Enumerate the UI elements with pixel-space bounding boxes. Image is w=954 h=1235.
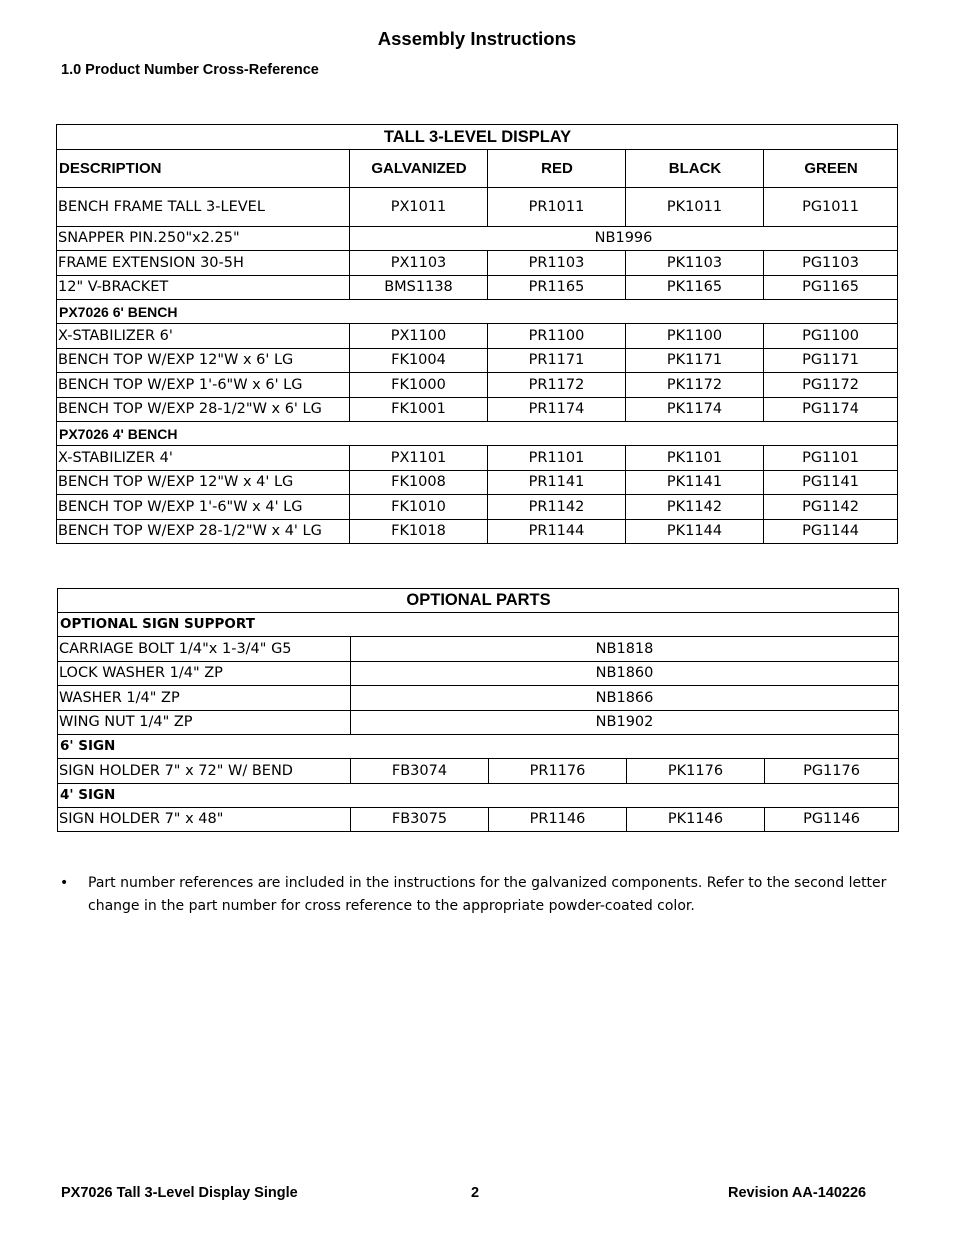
footer-revision: Revision AA-140226 bbox=[728, 1185, 867, 1201]
table-row bbox=[58, 686, 899, 711]
item-description: SIGN HOLDER 7" x 48" bbox=[58, 808, 351, 832]
optional-parts-table-body bbox=[58, 589, 899, 832]
part-number-red: PR1011 bbox=[488, 188, 626, 227]
section-row bbox=[58, 735, 899, 759]
part-number-red: PR1174 bbox=[488, 398, 626, 422]
part-number-black: PK1171 bbox=[626, 349, 764, 373]
part-number-black: PK1011 bbox=[626, 188, 764, 227]
part-number-red: PR1165 bbox=[488, 276, 626, 300]
item-description: LOCK WASHER 1/4" ZP bbox=[58, 662, 351, 686]
part-number-red: PR1144 bbox=[488, 520, 626, 544]
part-number-galvanized: PX1101 bbox=[350, 446, 488, 471]
table-row bbox=[58, 759, 899, 784]
part-number-green: PG1101 bbox=[764, 446, 898, 471]
part-number-galvanized: FK1001 bbox=[350, 398, 488, 422]
part-number-all-colors: NB1866 bbox=[351, 686, 899, 711]
section-row bbox=[57, 422, 898, 446]
table-row bbox=[57, 251, 898, 276]
item-description: SNAPPER PIN.250"x2.25" bbox=[57, 227, 350, 251]
section-label: PX7026 4' BENCH bbox=[57, 422, 898, 446]
header-red: RED bbox=[488, 150, 626, 188]
table-row bbox=[57, 398, 898, 422]
section-label: OPTIONAL SIGN SUPPORT bbox=[58, 613, 899, 637]
part-number-galvanized: FK1010 bbox=[350, 495, 488, 520]
part-number-red: PR1100 bbox=[488, 324, 626, 349]
item-description: BENCH TOP W/EXP 12"W x 4' LG bbox=[57, 471, 350, 495]
part-number-black: PK1146 bbox=[627, 808, 765, 832]
part-number-green: PG1103 bbox=[764, 251, 898, 276]
table-row bbox=[57, 324, 898, 349]
item-description: BENCH TOP W/EXP 28-1/2"W x 4' LG bbox=[57, 520, 350, 544]
part-number-galvanized: PX1100 bbox=[350, 324, 488, 349]
part-number-red: PR1172 bbox=[488, 373, 626, 398]
part-number-galvanized: PX1011 bbox=[350, 188, 488, 227]
document-title: Assembly Instructions bbox=[377, 28, 577, 49]
section-heading: 1.0 Product Number Cross-Reference bbox=[61, 62, 319, 78]
part-number-galvanized: FB3075 bbox=[351, 808, 489, 832]
part-number-red: PR1146 bbox=[489, 808, 627, 832]
part-number-galvanized: FK1018 bbox=[350, 520, 488, 544]
table-row bbox=[57, 471, 898, 495]
table-title: OPTIONAL PARTS bbox=[58, 589, 899, 613]
note-text: Part number references are included in the instructions for the galvanized components. Refer to the second letter change in the part number for cross reference to the appropriate powder-coated color. bbox=[88, 875, 887, 914]
part-number-black: PK1172 bbox=[626, 373, 764, 398]
part-number-black: PK1174 bbox=[626, 398, 764, 422]
part-number-red: PR1101 bbox=[488, 446, 626, 471]
header-green: GREEN bbox=[764, 150, 898, 188]
part-number-galvanized: FB3074 bbox=[351, 759, 489, 784]
table-row bbox=[58, 808, 899, 832]
item-description: CARRIAGE BOLT 1/4"x 1-3/4" G5 bbox=[58, 637, 351, 662]
item-description: BENCH TOP W/EXP 1'-6"W x 6' LG bbox=[57, 373, 350, 398]
table-row bbox=[57, 349, 898, 373]
column-header-row bbox=[57, 150, 898, 188]
part-number-red: PR1103 bbox=[488, 251, 626, 276]
table-row bbox=[57, 188, 898, 227]
item-description: WING NUT 1/4" ZP bbox=[58, 711, 351, 735]
section-label: 4' SIGN bbox=[58, 784, 899, 808]
table-row bbox=[57, 520, 898, 544]
part-number-black: PK1103 bbox=[626, 251, 764, 276]
table-row bbox=[58, 637, 899, 662]
item-description: SIGN HOLDER 7" x 72" W/ BEND bbox=[58, 759, 351, 784]
cross-reference-table-body bbox=[57, 125, 898, 544]
section-row bbox=[57, 300, 898, 324]
footer-product-name: PX7026 Tall 3-Level Display Single bbox=[61, 1185, 298, 1201]
table-row bbox=[58, 711, 899, 735]
item-description: BENCH FRAME TALL 3-LEVEL bbox=[57, 188, 350, 227]
table-row bbox=[57, 276, 898, 300]
part-number-red: PR1176 bbox=[489, 759, 627, 784]
section-row bbox=[58, 784, 899, 808]
part-number-green: PG1100 bbox=[764, 324, 898, 349]
part-number-green: PG1144 bbox=[764, 520, 898, 544]
part-number-red: PR1142 bbox=[488, 495, 626, 520]
part-number-green: PG1165 bbox=[764, 276, 898, 300]
optional-parts-table bbox=[57, 588, 899, 832]
part-number-all-colors: NB1818 bbox=[351, 637, 899, 662]
item-description: BENCH TOP W/EXP 12"W x 6' LG bbox=[57, 349, 350, 373]
section-label: PX7026 6' BENCH bbox=[57, 300, 898, 324]
part-number-green: PG1171 bbox=[764, 349, 898, 373]
part-number-galvanized: FK1000 bbox=[350, 373, 488, 398]
header-black: BLACK bbox=[626, 150, 764, 188]
part-number-black: PK1101 bbox=[626, 446, 764, 471]
header-galvanized: GALVANIZED bbox=[350, 150, 488, 188]
section-label: 6' SIGN bbox=[58, 735, 899, 759]
table-row bbox=[57, 373, 898, 398]
part-number-red: PR1171 bbox=[488, 349, 626, 373]
part-number-galvanized: BMS1138 bbox=[350, 276, 488, 300]
note-paragraph bbox=[60, 872, 900, 918]
part-number-black: PK1165 bbox=[626, 276, 764, 300]
part-number-green: PG1141 bbox=[764, 471, 898, 495]
part-number-black: PK1176 bbox=[627, 759, 765, 784]
part-number-black: PK1100 bbox=[626, 324, 764, 349]
part-number-black: PK1141 bbox=[626, 471, 764, 495]
table-row bbox=[57, 227, 898, 251]
header-description: DESCRIPTION bbox=[57, 150, 350, 188]
item-description: 12" V-BRACKET bbox=[57, 276, 350, 300]
part-number-black: PK1142 bbox=[626, 495, 764, 520]
table-title-row bbox=[58, 589, 899, 613]
table-row bbox=[58, 662, 899, 686]
part-number-all-colors: NB1860 bbox=[351, 662, 899, 686]
part-number-green: PG1011 bbox=[764, 188, 898, 227]
part-number-all-colors: NB1902 bbox=[351, 711, 899, 735]
part-number-green: PG1172 bbox=[764, 373, 898, 398]
part-number-galvanized: PX1103 bbox=[350, 251, 488, 276]
part-number-green: PG1146 bbox=[765, 808, 899, 832]
part-number-all-colors: NB1996 bbox=[350, 227, 898, 251]
item-description: WASHER 1/4" ZP bbox=[58, 686, 351, 711]
part-number-black: PK1144 bbox=[626, 520, 764, 544]
item-description: BENCH TOP W/EXP 1'-6"W x 4' LG bbox=[57, 495, 350, 520]
cross-reference-table bbox=[56, 124, 898, 544]
table-row bbox=[57, 446, 898, 471]
bullet-point: • bbox=[60, 875, 69, 891]
footer-page-number: 2 bbox=[471, 1185, 480, 1201]
table-row bbox=[57, 495, 898, 520]
section-row bbox=[58, 613, 899, 637]
item-description: BENCH TOP W/EXP 28-1/2"W x 6' LG bbox=[57, 398, 350, 422]
item-description: X-STABILIZER 4' bbox=[57, 446, 350, 471]
item-description: FRAME EXTENSION 30-5H bbox=[57, 251, 350, 276]
part-number-red: PR1141 bbox=[488, 471, 626, 495]
part-number-green: PG1174 bbox=[764, 398, 898, 422]
table-title-row bbox=[57, 125, 898, 150]
part-number-galvanized: FK1004 bbox=[350, 349, 488, 373]
part-number-green: PG1176 bbox=[765, 759, 899, 784]
part-number-galvanized: FK1008 bbox=[350, 471, 488, 495]
item-description: X-STABILIZER 6' bbox=[57, 324, 350, 349]
part-number-green: PG1142 bbox=[764, 495, 898, 520]
table-title: TALL 3-LEVEL DISPLAY bbox=[57, 125, 898, 150]
